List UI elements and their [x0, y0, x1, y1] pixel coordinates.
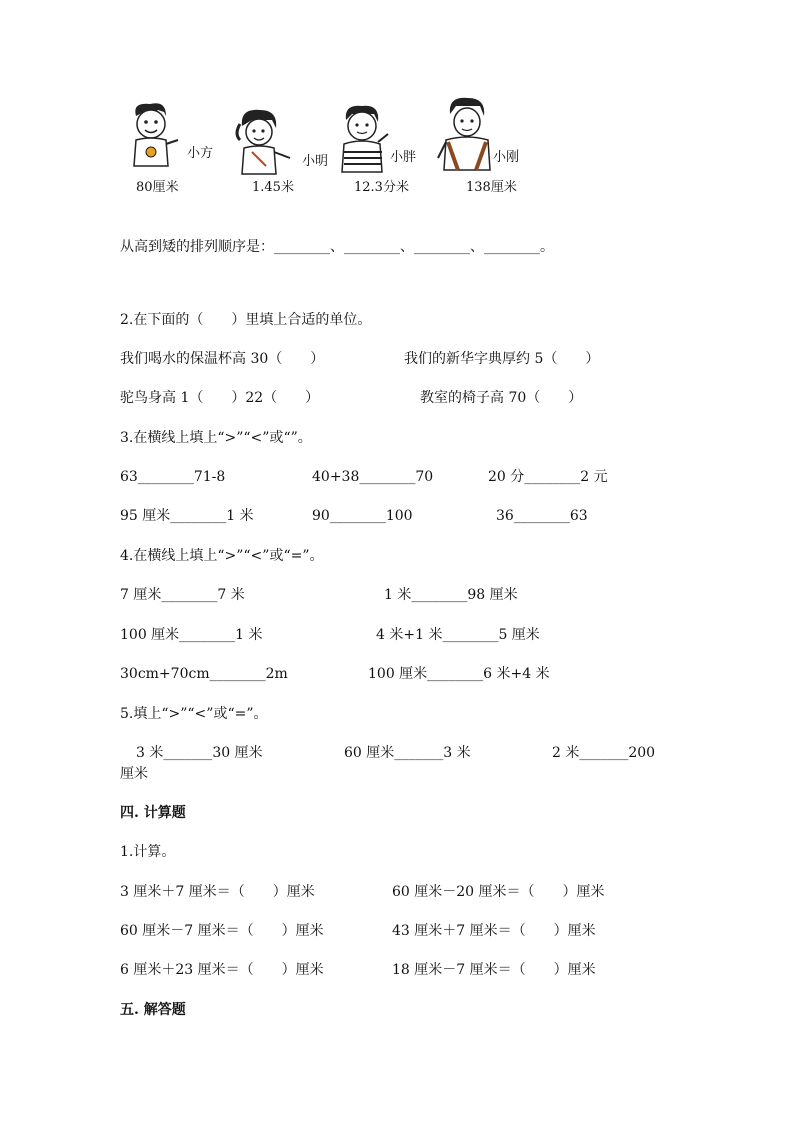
- q3-title: 3.在横线上填上“>”“<”或“”。: [120, 430, 312, 446]
- q3-item: 90________100: [312, 508, 413, 524]
- kid-height: 80厘米: [136, 180, 179, 195]
- kid-height: 138厘米: [466, 180, 517, 195]
- calc-item: 6 厘米＋23 厘米＝（ ）厘米: [120, 962, 324, 978]
- kid-xiaogang-icon: [436, 96, 498, 172]
- kid-name: 小胖: [390, 150, 417, 165]
- q2-title: 2.在下面的（ ）里填上合适的单位。: [120, 312, 372, 328]
- calc-item: 60 厘米－7 厘米＝（ ）厘米: [120, 923, 324, 939]
- kid-xiaoming-icon: [232, 106, 298, 176]
- q3-item: 95 厘米________1 米: [120, 508, 254, 524]
- q3-item: 36________63: [496, 508, 588, 524]
- q5-item-wrap: 厘米: [120, 766, 148, 782]
- calc-item: 3 厘米＋7 厘米＝（ ）厘米: [120, 884, 315, 900]
- q4-item: 1 米________98 厘米: [384, 587, 518, 603]
- q3-item: 63________71-8: [120, 469, 226, 485]
- calc-item: 60 厘米－20 厘米＝（ ）厘米: [392, 884, 605, 900]
- q4-item: 30cm+70cm________2m: [120, 666, 288, 682]
- kid-name: 小方: [187, 146, 214, 161]
- q2-item: 我们的新华字典厚约 5（ ）: [404, 351, 600, 367]
- kid-name: 小明: [302, 154, 329, 169]
- q4-item: 4 米+1 米________5 厘米: [376, 627, 540, 643]
- kid-height: 12.3分米: [354, 180, 409, 195]
- q4-title: 4.在横线上填上“>”“<”或“=”。: [120, 548, 324, 564]
- q5-item: 2 米_______200: [552, 745, 656, 761]
- order-prompt: 从高到矮的排列顺序是：________、________、________、________。: [120, 239, 554, 255]
- kid-name: 小刚: [493, 150, 520, 165]
- kid-xiaopang-icon: [338, 102, 394, 174]
- q3-item: 40+38________70: [312, 469, 434, 485]
- q2-item: 我们喝水的保温杯高 30（ ）: [120, 351, 325, 367]
- section-subtitle: 1.计算。: [120, 844, 176, 860]
- q2-item: 教室的椅子高 70（ ）: [420, 390, 583, 406]
- q4-item: 7 厘米________7 米: [120, 587, 245, 603]
- q4-item: 100 厘米________1 米: [120, 627, 263, 643]
- q4-item: 100 厘米________6 米+4 米: [368, 666, 550, 682]
- calc-item: 43 厘米＋7 厘米＝（ ）厘米: [392, 923, 596, 939]
- q5-item: 60 厘米_______3 米: [344, 745, 471, 761]
- kid-height: 1.45米: [252, 180, 294, 195]
- q3-item: 20 分________2 元: [488, 469, 608, 485]
- section-heading: 五. 解答题: [120, 1002, 186, 1018]
- kid-xiaofang-icon: [122, 100, 184, 170]
- q2-item: 驼鸟身高 1（ ）22（ ）: [120, 390, 320, 406]
- calc-item: 18 厘米－7 厘米＝（ ）厘米: [392, 962, 596, 978]
- q5-title: 5.填上“>”“<”或“=”。: [120, 706, 268, 722]
- q5-item: 3 米_______30 厘米: [136, 745, 263, 761]
- section-heading: 四. 计算题: [120, 805, 186, 821]
